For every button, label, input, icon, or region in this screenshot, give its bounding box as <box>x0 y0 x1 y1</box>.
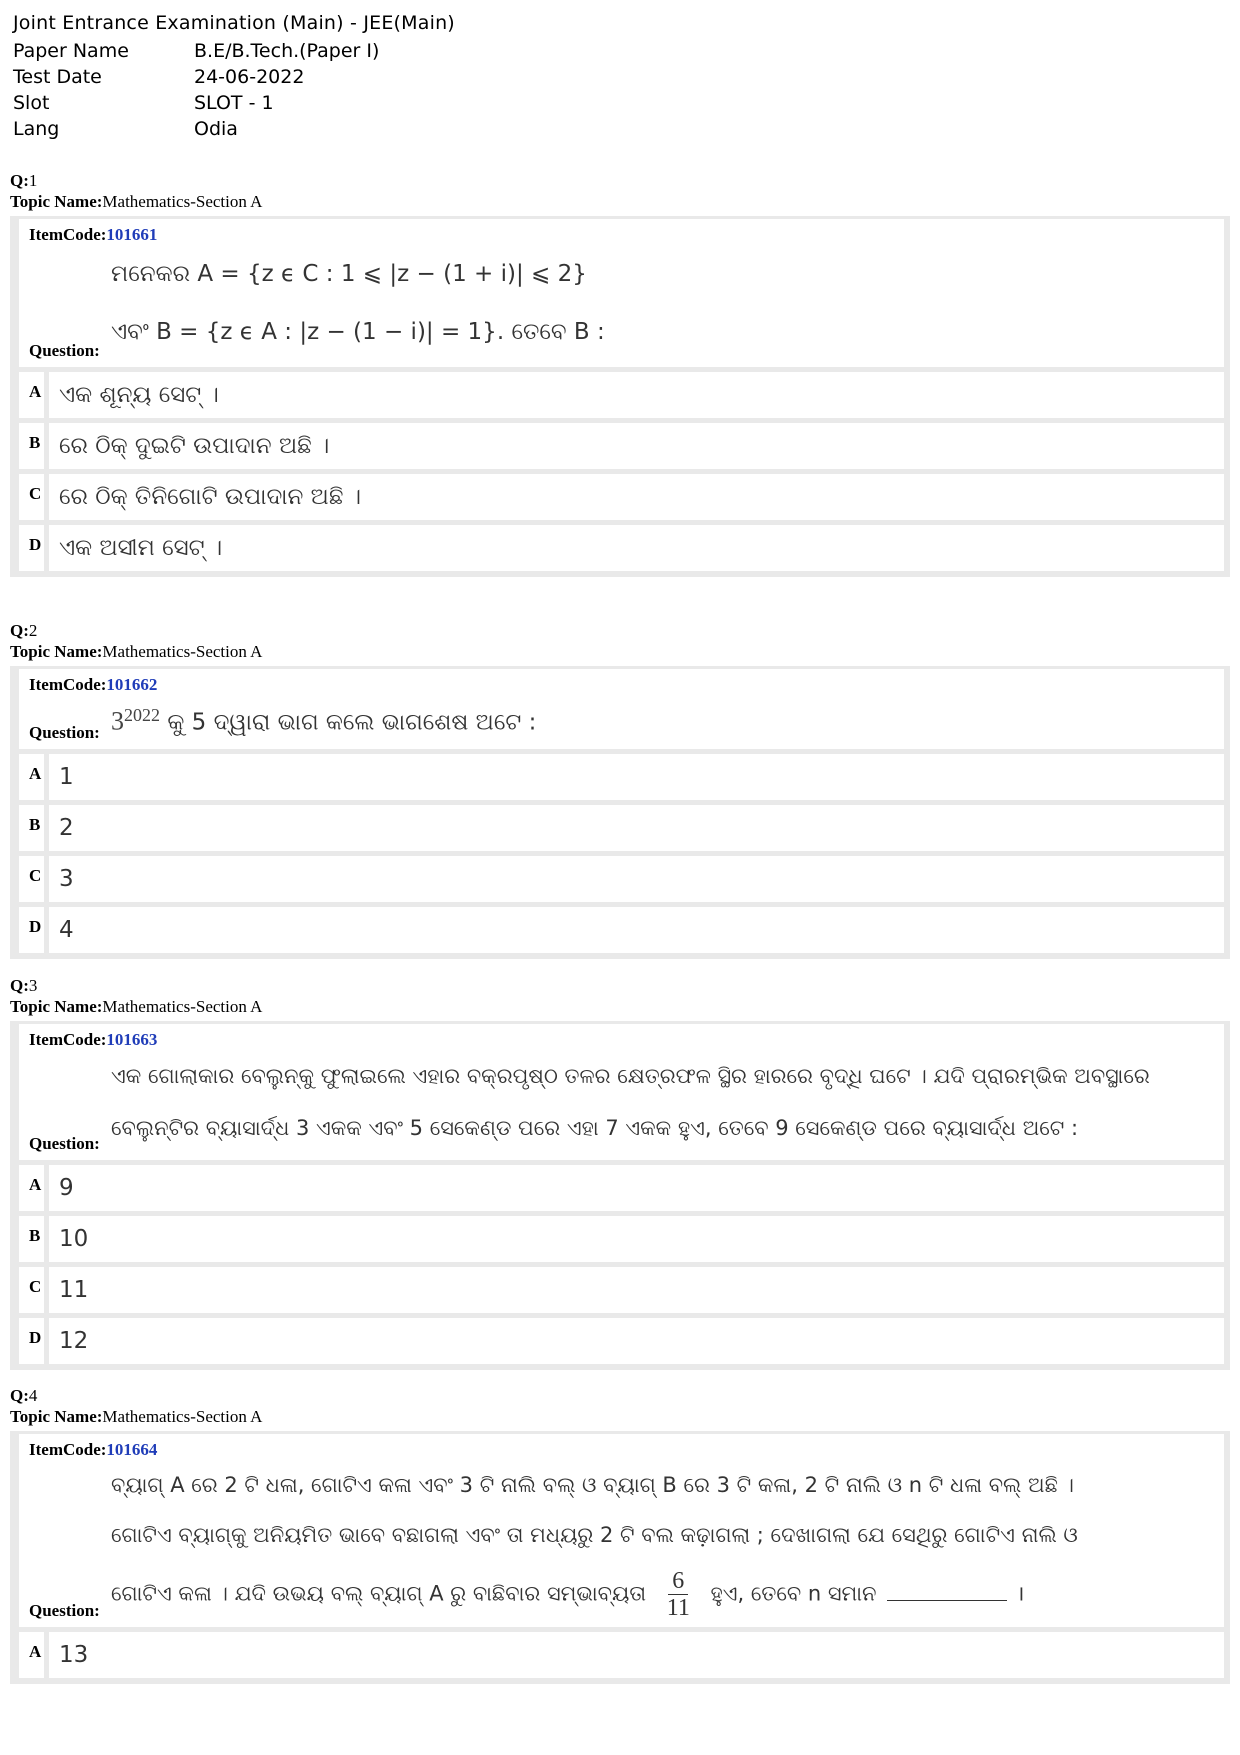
exam-title: Joint Entrance Examination (Main) - JEE(Main) <box>13 12 455 34</box>
question-block-2 <box>10 620 1230 959</box>
answer-blank <box>887 1578 1007 1601</box>
question-card <box>10 666 1230 959</box>
meta-key: Paper Name <box>13 40 129 62</box>
topic-name: Topic Name:Mathematics-Section A <box>10 997 263 1016</box>
question-text: $3^{2022}$ କୁ 5 ଦ୍ୱାରା ଭାଗ କଲେ ଭାଗଶେଷ ଅଟେ : <box>111 705 537 736</box>
question-number: Q:4 <box>10 1386 38 1405</box>
meta-value: SLOT - 1 <box>194 92 274 114</box>
question-number: Q:3 <box>10 976 38 995</box>
question-card <box>10 216 1230 577</box>
question-label: Question: <box>29 341 100 360</box>
question-block-3 <box>10 975 1230 1370</box>
item-code: ItemCode:101663 <box>19 1024 1224 1050</box>
topic-name: Topic Name:Mathematics-Section A <box>10 642 263 661</box>
option-d[interactable]: D 12 <box>19 1318 1224 1364</box>
fraction: $\frac{6}{11}$ <box>666 1568 690 1621</box>
meta-row <box>13 64 455 90</box>
option-a[interactable]: A 1 <box>19 754 1224 800</box>
option-d[interactable]: D ଏକ ଅସୀମ ସେଟ୍ । <box>19 525 1224 571</box>
question-row <box>19 245 1224 367</box>
question-card <box>10 1431 1230 1684</box>
question-text: ମନେକର A = {z ϵ C : 1 ⩽ |z − (1 + i)| ⩽ 2} ଏବଂ B = {z ϵ A : |z − (1 − i)| = 1}. ତେବେ B : <box>111 261 605 345</box>
meta-value: B.E/B.Tech.(Paper I) <box>194 40 380 62</box>
question-label: Question: <box>29 722 100 742</box>
topic-name: Topic Name:Mathematics-Section A <box>10 192 263 211</box>
question-block-1 <box>10 170 1230 577</box>
question-text: ଏକ ଗୋଲାକାର ବେଲୁନ୍‌କୁ ଫୁଲାଇଲେ ଏହାର ବକ୍ରପୃଷ୍ଠ ତଳର କ୍ଷେତ୍ରଫଳ ସ୍ଥିର ହାରରେ ବୃଦ୍ଧି ଘଟେ । ଯଦି ପ୍ରାରମ୍ଭିକ ଅବସ୍ଥାରେ ବେଲୁନ୍‌ଟିର ବ୍ୟାସାର୍ଦ୍ଧ 3 ଏକକ ଏବଂ 5 ସେକେଣ୍ଡ ପରେ ଏହା 7 ଏକକ ହୁଏ, ତେବେ 9 ସେକେଣ୍ଡ ପରେ ବ୍ୟାସାର୍ଦ୍ଧ ଅଟେ : <box>111 1064 1150 1140</box>
meta-row <box>13 90 455 116</box>
topic-name: Topic Name:Mathematics-Section A <box>10 1407 263 1426</box>
question-row <box>19 1460 1224 1627</box>
option-b[interactable]: B 10 <box>19 1216 1224 1262</box>
question-number: Q:1 <box>10 171 38 190</box>
question-block-4 <box>10 1385 1230 1684</box>
meta-row <box>13 38 455 64</box>
question-text: ବ୍ୟାଗ୍ A ରେ 2 ଟି ଧଳା, ଗୋଟିଏ କଳା ଏବଂ 3 ଟି ନାଲି ବଲ୍ ଓ ବ୍ୟାଗ୍ B ରେ 3 ଟି କଳା, 2 ଟି ନାଲି ଓ n ଟି ଧଳା ବଲ୍ ଅଛି । ଗୋଟିଏ ବ୍ୟାଗ୍‌କୁ ଅନିୟମିତ ଭାବେ ବଛାଗଲା ଏବଂ ତା ମଧ୍ୟରୁ 2 ଟି ବଲ କଢ଼ାଗଲା ; ଦେଖାଗଲା ଯେ ସେଥିରୁ ଗୋଟିଏ ନାଲି ଓ ଗୋଟିଏ କଳା । ଯଦି ଉଭୟ ବଲ୍ ବ୍ୟାଗ୍ A ରୁ ବାଛିବାର ସମ୍ଭାବ୍ୟତା $\frac{6}{11}$ ହୁଏ, ତେବେ n ସମାନ । <box>111 1473 1078 1621</box>
meta-value: 24-06-2022 <box>194 66 305 88</box>
item-code: ItemCode:101662 <box>19 669 1224 695</box>
option-d[interactable]: D 4 <box>19 907 1224 953</box>
question-row <box>19 695 1224 749</box>
option-b[interactable]: B ରେ ଠିକ୍ ଦୁଇଟି ଉପାଦାନ ଅଛି । <box>19 423 1224 469</box>
question-label: Question: <box>29 1134 100 1153</box>
option-c[interactable]: C 3 <box>19 856 1224 902</box>
option-a[interactable]: A 13 <box>19 1632 1224 1678</box>
meta-key: Test Date <box>13 66 102 88</box>
option-c[interactable]: C 11 <box>19 1267 1224 1313</box>
meta-key: Slot <box>13 92 50 114</box>
option-a[interactable]: A ଏକ ଶୂନ୍ୟ ସେଟ୍ । <box>19 372 1224 418</box>
meta-key: Lang <box>13 118 60 140</box>
meta-row <box>13 116 455 142</box>
question-label: Question: <box>29 1601 100 1620</box>
exam-meta <box>13 38 455 142</box>
option-b[interactable]: B 2 <box>19 805 1224 851</box>
meta-value: Odia <box>194 118 238 140</box>
item-code: ItemCode:101661 <box>19 219 1224 245</box>
question-number: Q:2 <box>10 621 38 640</box>
exam-header <box>13 10 455 142</box>
question-card <box>10 1021 1230 1370</box>
item-code: ItemCode:101664 <box>19 1434 1224 1460</box>
option-a[interactable]: A 9 <box>19 1165 1224 1211</box>
option-c[interactable]: C ରେ ଠିକ୍ ତିନିଗୋଟି ଉପାଦାନ ଅଛି । <box>19 474 1224 520</box>
question-row <box>19 1050 1224 1160</box>
